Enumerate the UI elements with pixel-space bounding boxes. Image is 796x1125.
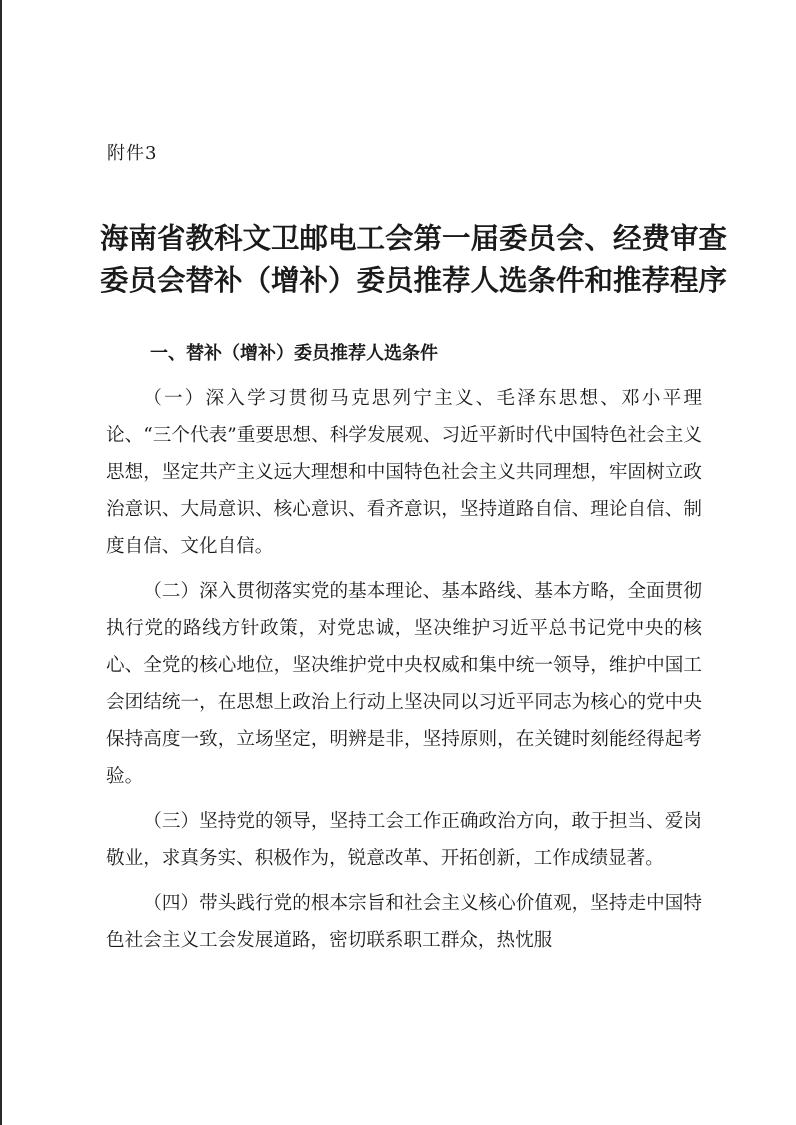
document-title-line-1: 海南省教科文卫邮电工会第一届委员会、经费审查	[100, 222, 728, 255]
document-title-line-2: 委员会替补（增补）委员推荐人选条件和推荐程序	[100, 264, 728, 297]
paragraph-2: （二）深入贯彻落实党的基本理论、基本路线、基本方略，全面贯彻执行党的路线方针政策，对党忠诚，坚决维护习近平总书记党中央的核心、全党的核心地位，坚决维护党中央权威和集中统一领导，维护中国工会团结统一，在思想上政治上行动上坚决同以习近平同志为核心的党中央保持高度一致，立场坚定，明辨是非，坚持原则，在关键时刻能经得起考验。	[106, 581, 702, 787]
page-left-edge	[0, 0, 2, 1125]
document-body	[106, 380, 702, 967]
attachment-label: 附件3	[107, 143, 158, 164]
paragraph-1: （一）深入学习贯彻马克思列宁主义、毛泽东思想、邓小平理论、“三个代表”重要思想、科学发展观、习近平新时代中国特色社会主义思想，坚定共产主义远大理想和中国特色社会主义共同理想，牢固树立政治意识、大局意识、核心意识、看齐意识，坚持道路自信、理论自信、制度自信、文化自信。	[106, 388, 702, 557]
section-heading: 一、替补（增补）委员推荐人选条件	[150, 343, 438, 364]
document-title	[100, 218, 728, 302]
paragraph-4: （四）带头践行党的根本宗旨和社会主义核心价值观，坚持走中国特色社会主义工会发展道路，密切联系职工群众，热忱服	[106, 893, 702, 951]
paragraph-3: （三）坚持党的领导，坚持工会工作正确政治方向，敢于担当、爱岗敬业，求真务实、积极作为，锐意改革、开拓创新，工作成绩显著。	[106, 811, 702, 869]
